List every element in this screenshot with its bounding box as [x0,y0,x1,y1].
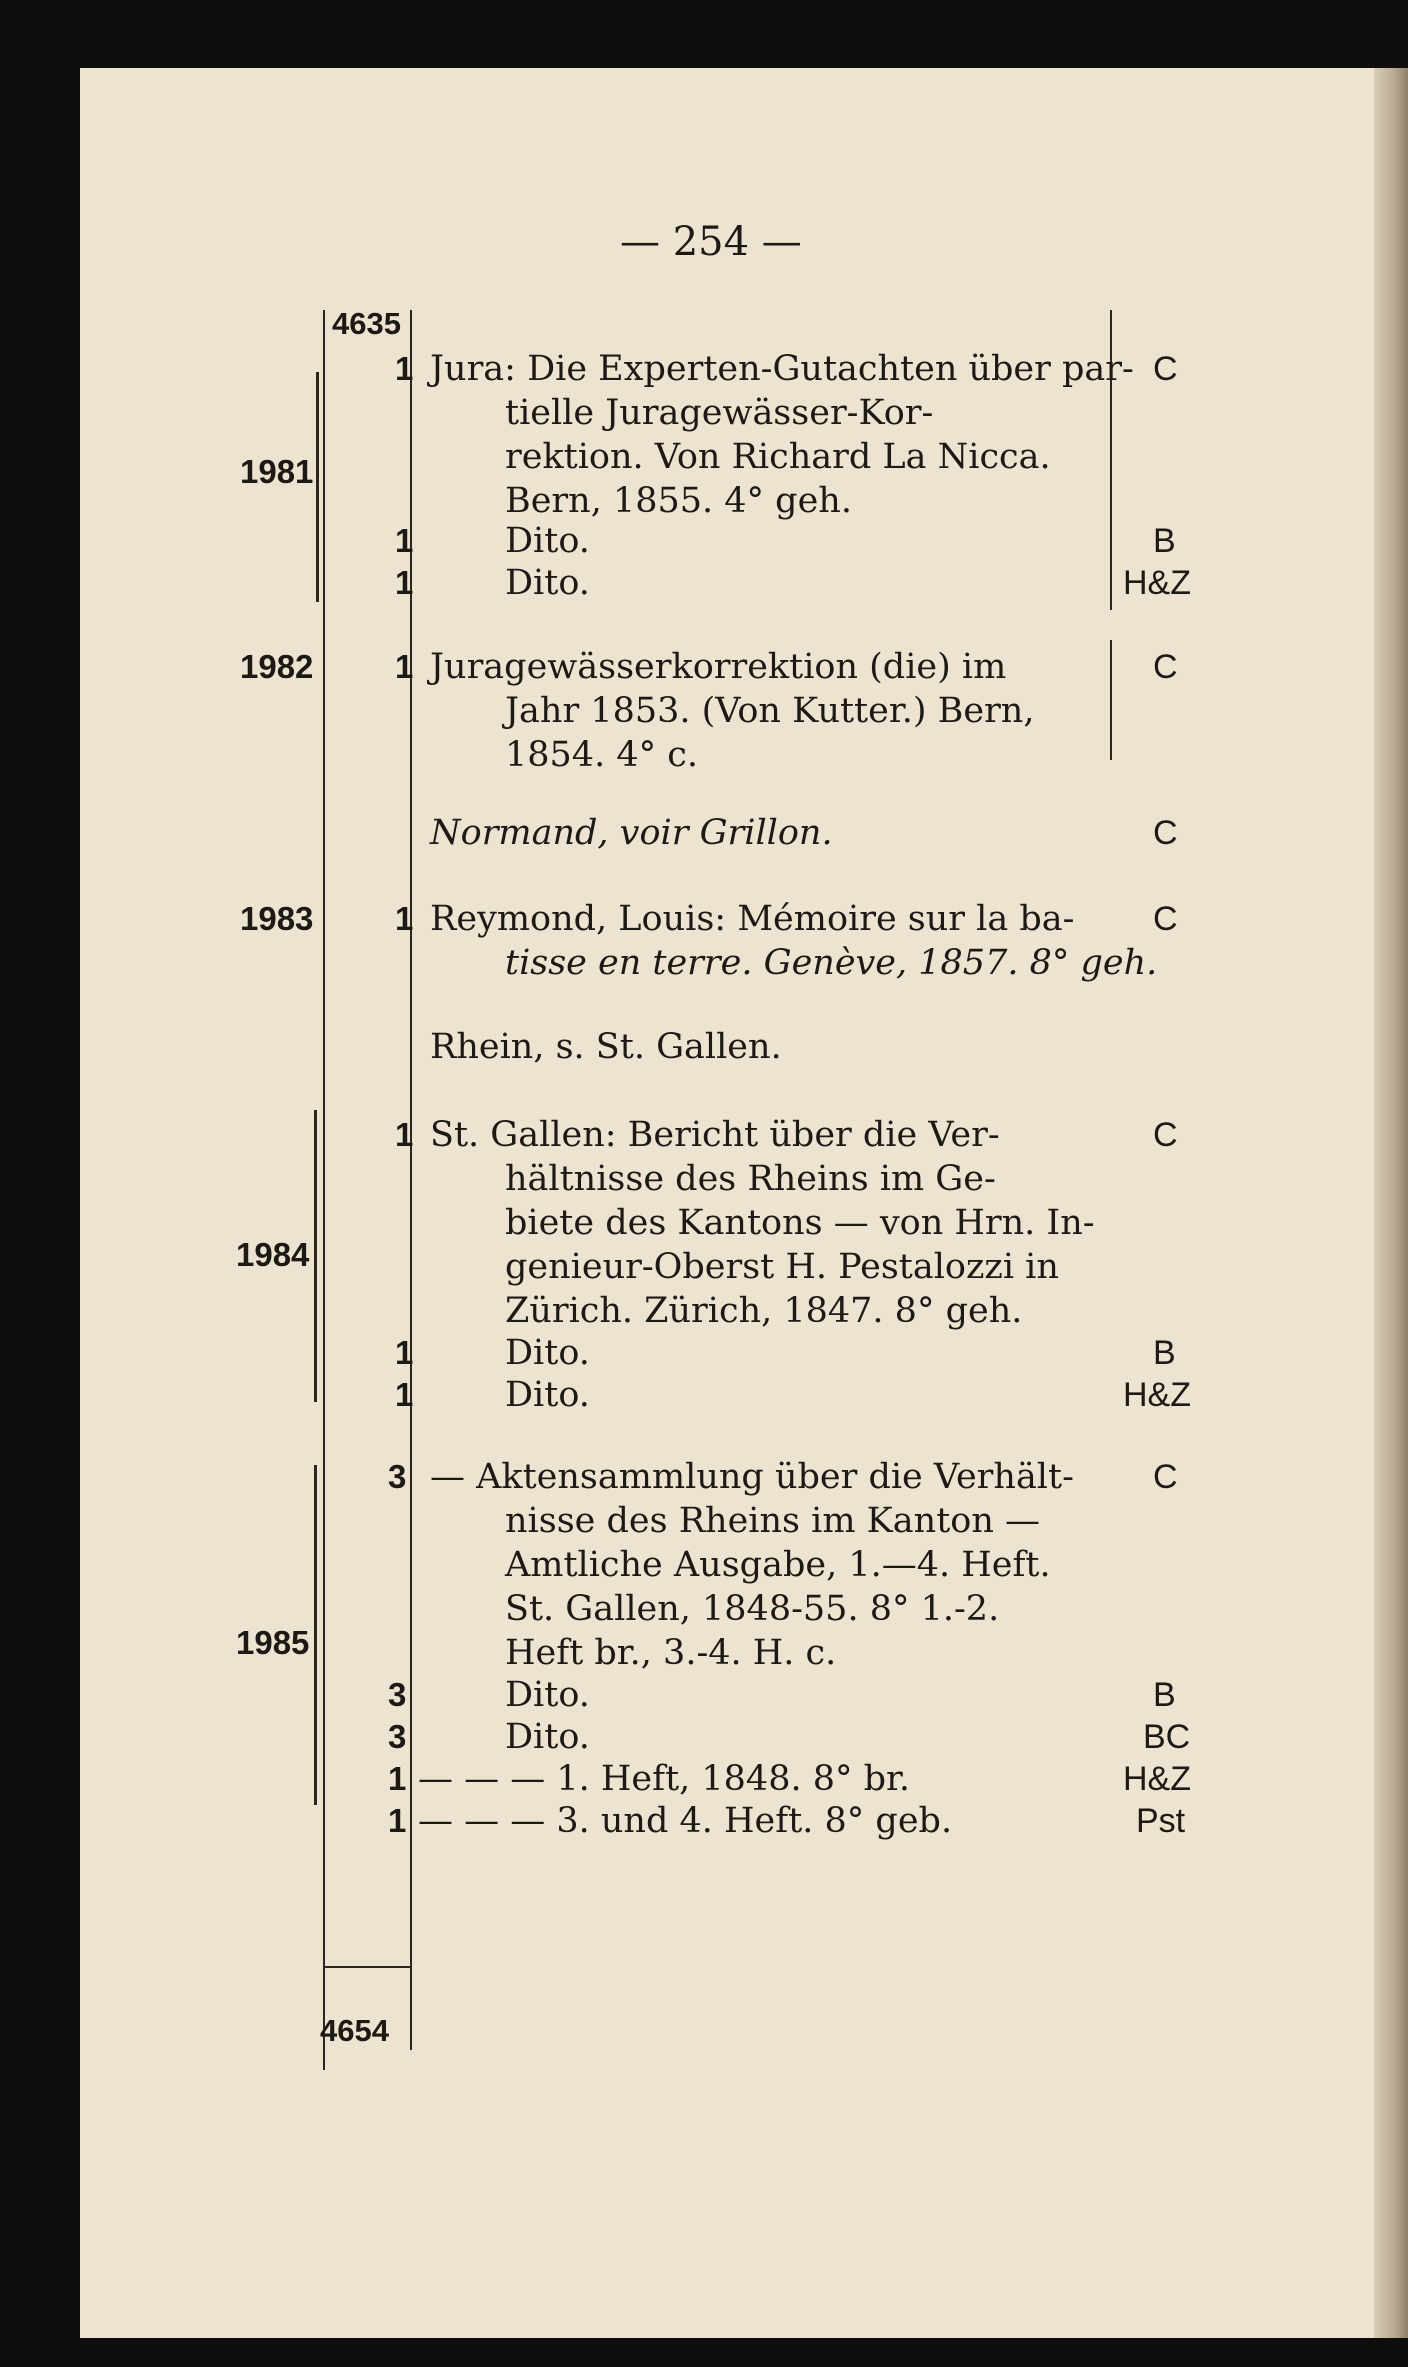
holding-mark: H&Z [1123,1376,1191,1414]
brace-1981 [316,372,333,602]
copy-count: 1 [395,648,414,685]
entry-line: Normand, voir Grillon. [430,813,833,853]
holding-mark: C [1153,1458,1178,1496]
entry-line: Heft br., 3.-4. H. c. [505,1633,837,1673]
entry-line: — — — 1. Heft, 1848. 8° br. [418,1759,911,1799]
entry-line: 1854. 4° c. [505,735,698,775]
entry-line: Dito. [505,1675,590,1715]
entry-line: St. Gallen, 1848-55. 8° 1.-2. [505,1589,1000,1629]
holding-mark: C [1153,350,1178,388]
copy-count: 1 [395,1116,414,1153]
entry-line: Bern, 1855. 4° geh. [505,481,852,521]
running-start: 4635 [332,306,401,341]
entry-line: Jahr 1853. (Von Kutter.) Bern, [505,691,1035,731]
holding-mark: C [1153,648,1178,686]
entry-line: hältnisse des Rheins im Ge- [505,1159,996,1199]
entry-line: Dito. [505,1333,590,1373]
entry-number: 1983 [240,900,314,937]
entry-line: Juragewässerkorrektion (die) im [430,647,1007,687]
entry-number: 1985 [236,1624,310,1661]
entry-number: 1984 [236,1236,310,1273]
holding-mark: C [1153,1116,1178,1154]
copy-count: 3 [388,1458,407,1495]
entry-number: 1982 [240,648,314,685]
entry-line: tielle Juragewässer-Kor- [505,393,934,433]
copy-count: 1 [395,1334,414,1371]
holding-mark: B [1153,522,1176,560]
entry-line: — — — 3. und 4. Heft. 8° geb. [418,1801,953,1841]
copy-count: 3 [388,1676,407,1713]
entry-line: Dito. [505,563,590,603]
sum-rule [323,1966,411,1968]
entry-line: Rhein, s. St. Gallen. [430,1027,782,1067]
holding-mark: H&Z [1123,564,1191,602]
entry-line: nisse des Rheins im Kanton — [505,1501,1040,1541]
copy-count: 1 [395,900,414,937]
holding-mark: H&Z [1123,1760,1191,1798]
copy-count: 1 [388,1760,407,1797]
entry-line: Dito. [505,1717,590,1757]
entry-line: tisse en terre. Genève, 1857. 8° geh. [505,943,1158,983]
entry-number: 1981 [240,453,314,490]
entry-line: St. Gallen: Bericht über die Ver- [430,1115,1000,1155]
brace-1985 [314,1465,331,1805]
copy-count: 1 [395,1376,414,1413]
entry-line: Dito. [505,521,590,561]
copy-count: 1 [395,522,414,559]
entry-line: Reymond, Louis: Mémoire sur la ba- [430,899,1075,939]
entry-line: Dito. [505,1375,590,1415]
entry-line: genieur-Oberst H. Pestalozzi in [505,1247,1059,1287]
entry-line: Zürich. Zürich, 1847. 8° geh. [505,1291,1023,1331]
holding-mark: Pst [1136,1802,1186,1840]
copy-count: 3 [388,1718,407,1755]
entry-line: Amtliche Ausgabe, 1.—4. Heft. [505,1545,1051,1585]
holding-mark: C [1153,814,1178,852]
entry-line: biete des Kantons — von Hrn. In- [505,1203,1095,1243]
holding-mark: BC [1143,1718,1191,1756]
copy-count: 1 [395,564,414,601]
brace-1984 [314,1110,331,1402]
holding-mark: C [1153,900,1178,938]
copy-count: 1 [388,1802,407,1839]
entry-line: — Aktensammlung über die Verhält- [430,1457,1074,1497]
rule-marks-2 [1110,640,1112,760]
page-number: — 254 — [620,219,802,265]
holding-mark: B [1153,1676,1176,1714]
running-end: 4654 [320,2013,389,2048]
entry-line: Jura: Die Experten-Gutachten über par- [430,349,1134,389]
page-edge [1374,68,1408,2338]
copy-count: 1 [395,350,414,387]
entry-line: rektion. Von Richard La Nicca. [505,437,1051,477]
holding-mark: B [1153,1334,1176,1372]
